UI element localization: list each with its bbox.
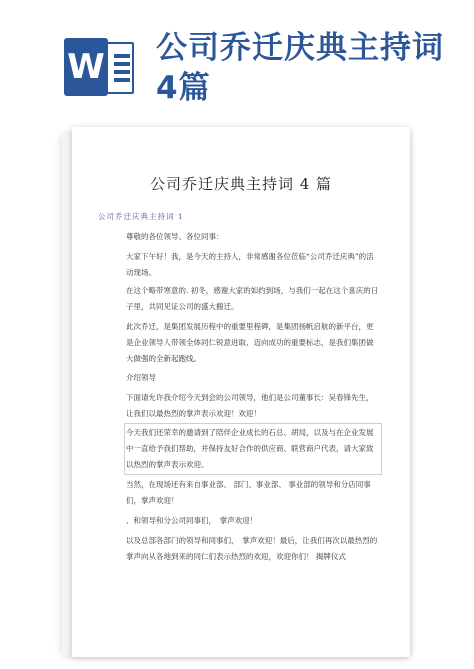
document-title: 公司乔迁庆典主持词 4 篇 <box>149 175 333 193</box>
paragraph-5: 今天我们还荣幸的邀请到了陪伴企业成长的石总、胡局，以及与在企业发展中一直给予我们帮助，并保持友好合作的供应商、联营商户代表，请大家致以热烈的掌声表示欢迎。 <box>126 425 380 473</box>
section-heading-intro: 介绍领导 <box>126 373 156 382</box>
paragraph-4: 下面请允许我介绍今天到会的公司领导，他们是公司董事长：吴春锋先生，让我们以最热烈的掌声表示欢迎！欢迎！ <box>126 393 374 418</box>
paragraph-1: 大家下午好！我，是今天的主持人，非常感谢各位莅临“公司乔迁庆典”的活动现场。 <box>126 252 374 277</box>
word-line <box>114 78 130 82</box>
banner-title: 公司乔迁庆典主持词4篇 <box>156 30 444 106</box>
document-page <box>72 127 410 657</box>
word-line <box>114 54 130 58</box>
word-w-badge: W <box>64 38 108 96</box>
document-subtitle: 公司乔迁庆典主持词 1 <box>98 212 184 221</box>
paragraph-greeting: 尊敬的各位领导、各位同事： <box>126 232 224 241</box>
word-line <box>114 70 130 74</box>
paragraph-7: 、和领导和分公司同事们， 掌声欢迎！ <box>126 516 258 525</box>
paragraph-3: 此次乔迁，是集团发展历程中的重要里程碑，是集团扬帆启航的新平台，更是企业领导人带领全体同仁锐意进取、迈向成功的重要标志，是我们集团做大做强的全新起跑线。 <box>126 322 374 363</box>
paragraph-2: 在这个略带寒意的. 初冬，感谢大家的如约到场，与我们一起在这个喜庆的日子里，共同见证公司的盛大搬迁。 <box>126 286 379 311</box>
paragraph-6: 当然，在现场还有来自事业部、 部门、事业部、 事业部的领导和分店同事们，掌声欢迎！ <box>126 480 371 505</box>
header-banner <box>0 0 474 120</box>
word-line <box>114 62 130 66</box>
paragraph-8: 以及总部各部门的领导和同事们， 掌声欢迎！最后，让我们再次以最热烈的掌声向从各地到来的同仁们表示热烈的欢迎，欢迎你们！ 揭牌仪式 <box>126 536 378 561</box>
word-document-icon <box>64 38 136 98</box>
